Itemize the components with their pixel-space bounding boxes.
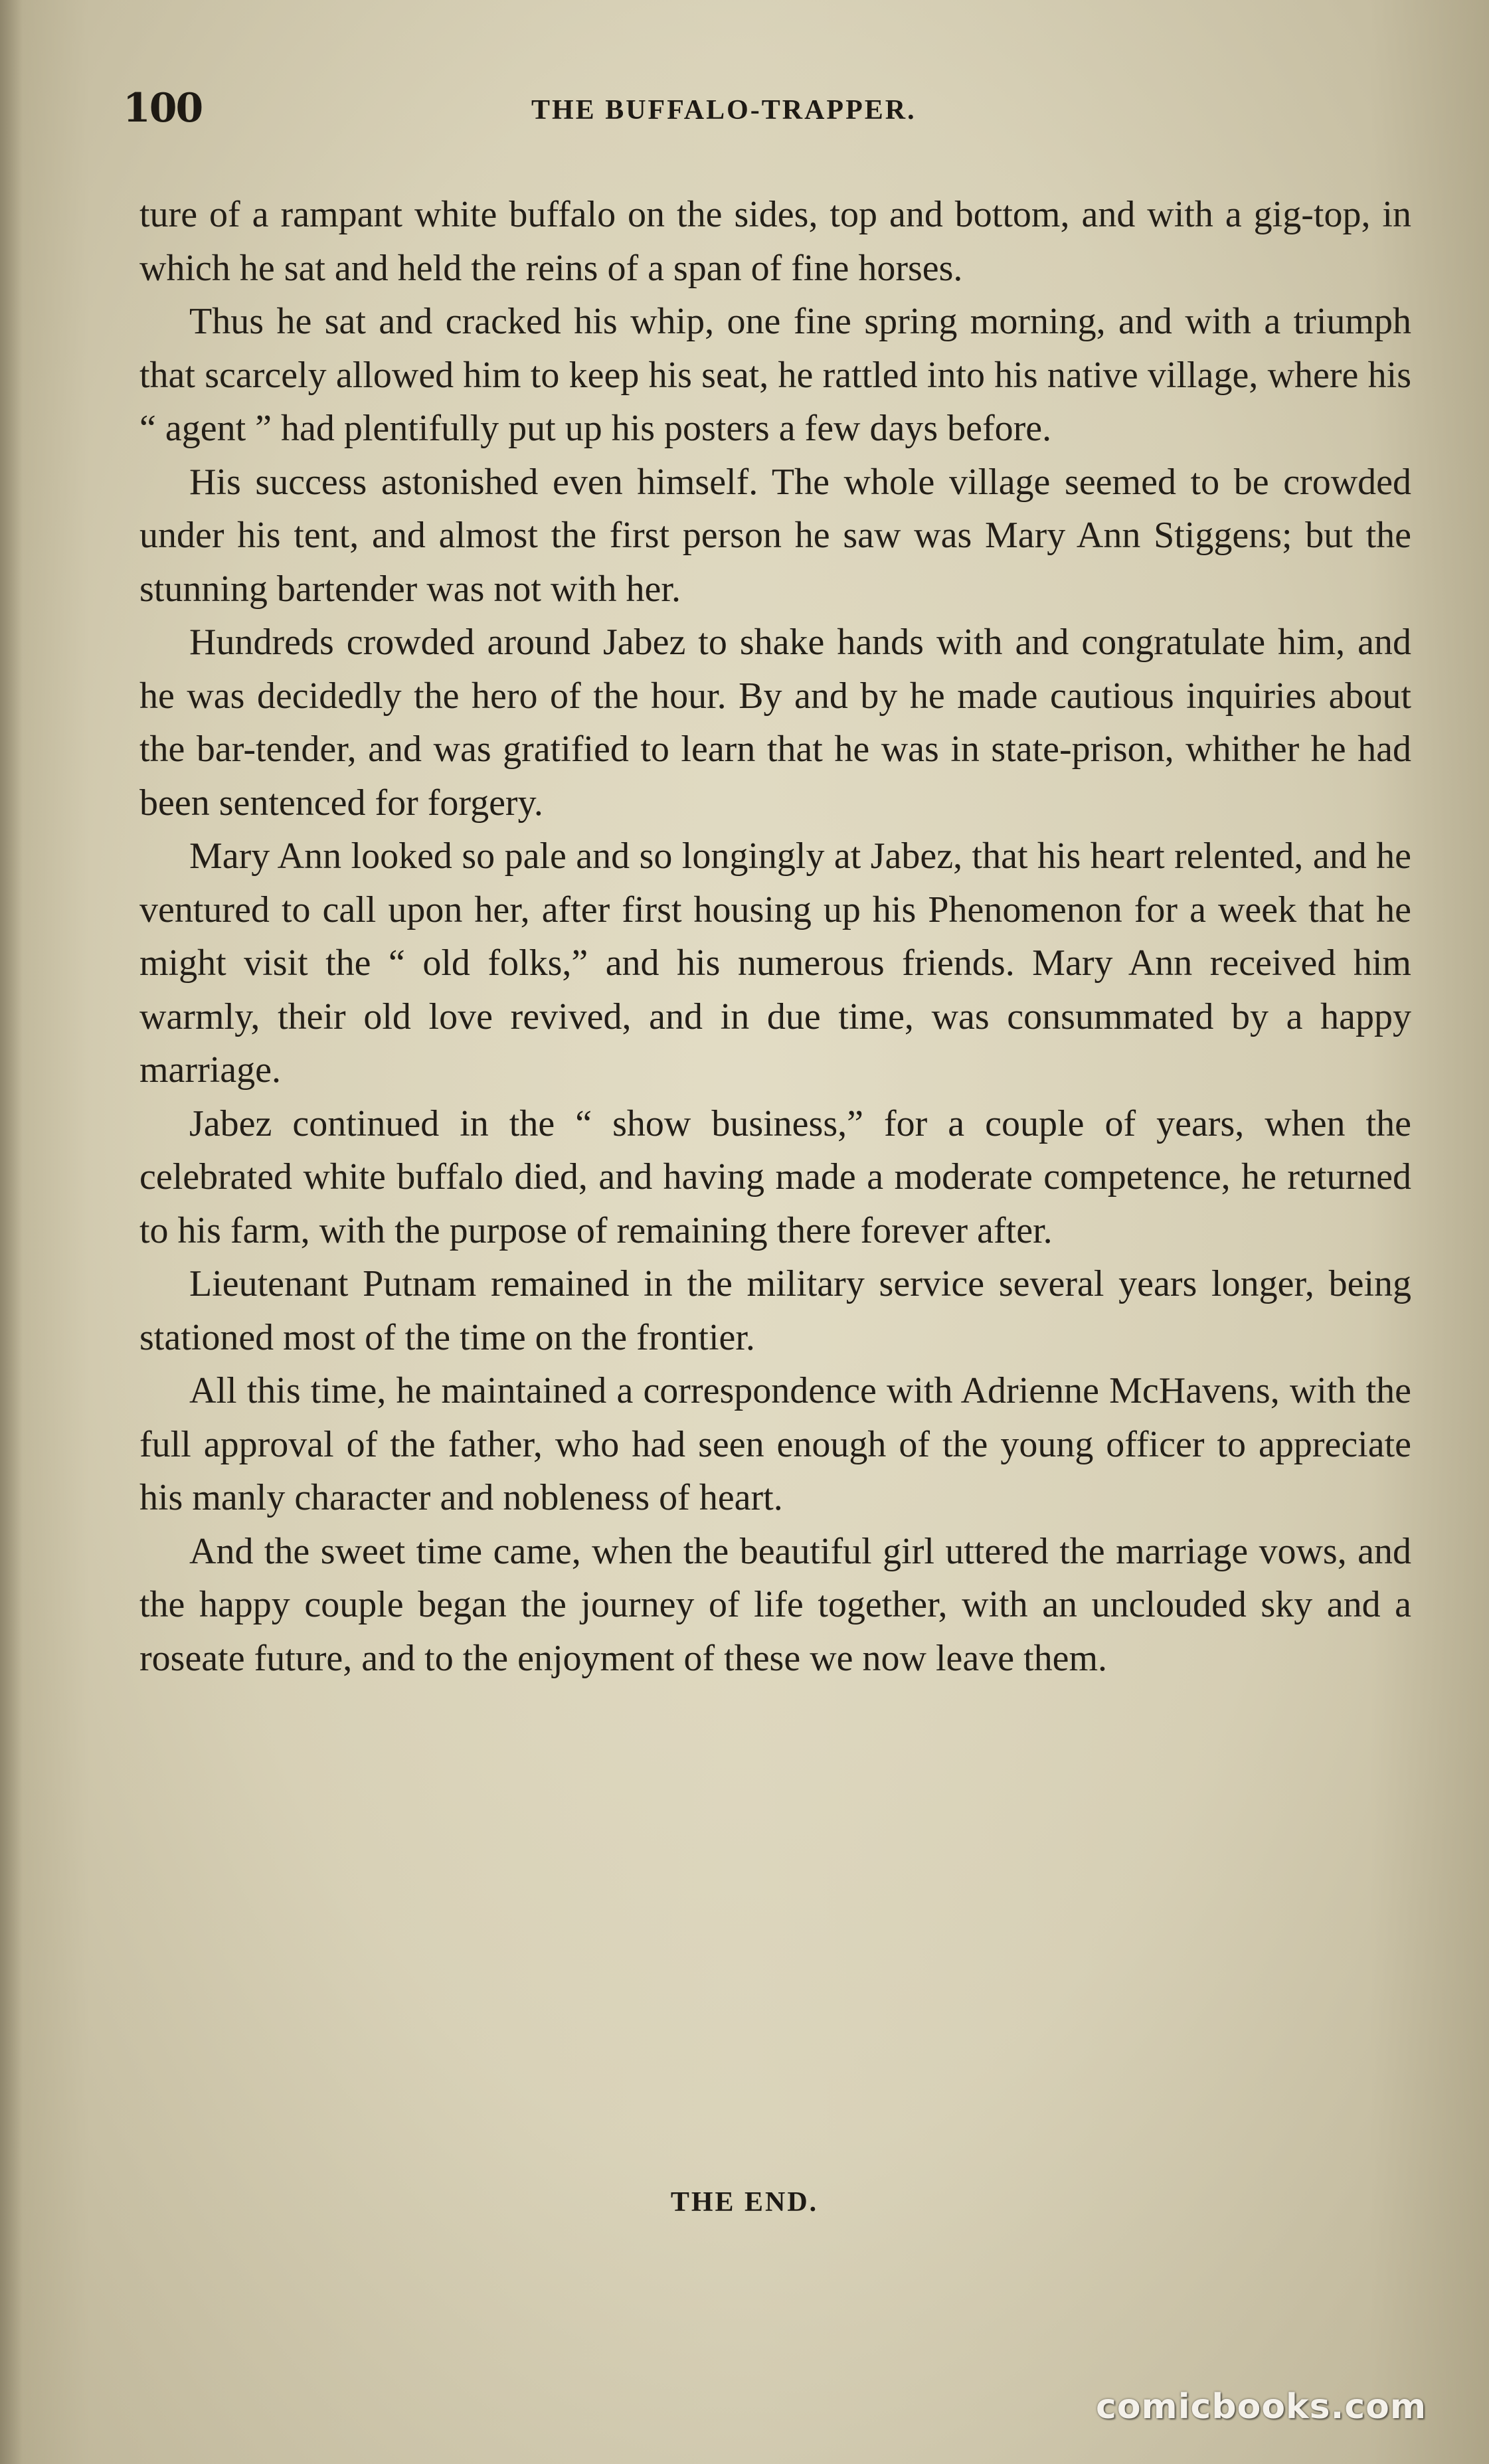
- paragraph: All this time, he maintained a correspondence with Adrienne McHavens, with the full approval of the father, who had seen enough of the young officer to appreciate his manly character and nobleness of heart.: [139, 1370, 1411, 1518]
- the-end-heading: THE END.: [670, 2187, 819, 2218]
- paragraph: His success astonished even himself. The whole village seemed to be crowded under his tent, and almost the first person he saw was Mary Ann Stiggens; but the stunning bartender was not with her.: [139, 461, 1411, 610]
- page-spine-shadow: [0, 0, 23, 2464]
- paragraph: ture of a rampant white buffalo on the sides, top and bottom, and with a gig-top, in which he sat and held the reins of a span of fine horses.: [139, 194, 1411, 289]
- running-head: [123, 85, 1408, 138]
- paragraph: Mary Ann looked so pale and so longingly at Jabez, that his heart relented, and he ventured to call upon her, after first housing up his Phenomenon for a week that he might visit the “ old folks,” and his numerous friends. Mary Ann received him warmly, their old love revived, and in due time, was consummated by a happy marriage.: [139, 836, 1411, 1091]
- paragraph: Hundreds crowded around Jabez to shake hands with and congratulate him, and he was decidedly the hero of the hour. By and by he made cautious inquiries about the bar-tender, and was gratified to learn that he was in state-prison, whither he had been sentenced for forgery.: [139, 622, 1411, 824]
- paragraph: And the sweet time came, when the beautiful girl uttered the marriage vows, and the happy couple began the journey of life together, with an unclouded sky and a roseate future, and to the enjoyment of these we now leave them.: [139, 1530, 1411, 1679]
- page-number: 100: [123, 85, 203, 132]
- paragraph: Thus he sat and cracked his whip, one fine spring morning, and with a triumph that scarcely allowed him to keep his seat, he rattled into his native village, where his “ agent ” had plentifully put up his posters a few days before.: [139, 301, 1411, 449]
- book-title: THE BUFFALO-TRAPPER.: [531, 95, 917, 126]
- body-text: [139, 188, 1411, 1685]
- watermark: comicbooks.com: [1096, 2387, 1427, 2427]
- paragraph: Lieutenant Putnam remained in the military service several years longer, being stationed most of the time on the frontier.: [139, 1263, 1411, 1358]
- paragraph: Jabez continued in the “ show business,” for a couple of years, when the celebrated white buffalo died, and having made a moderate competence, he returned to his farm, with the purpose of remaining there forever after.: [139, 1102, 1411, 1251]
